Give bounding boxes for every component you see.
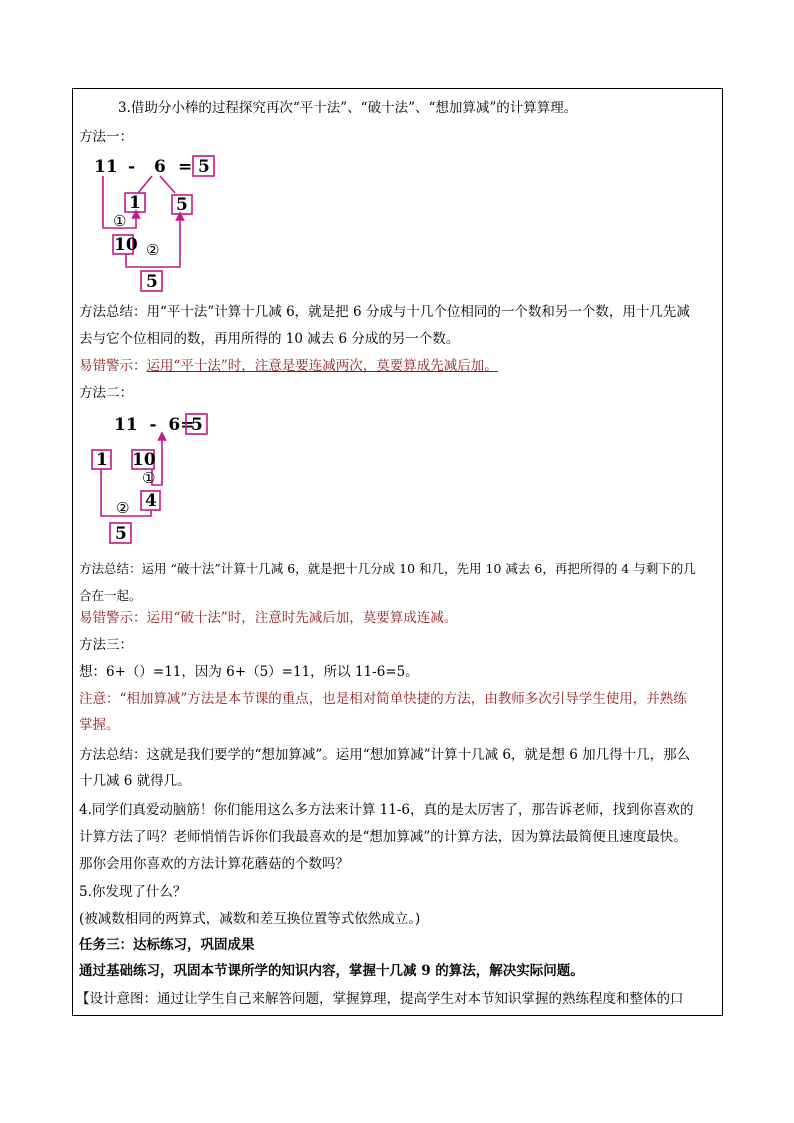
d2-ten: 10 <box>132 450 156 470</box>
d1-final: 5 <box>146 272 158 292</box>
method-3-title: 方法三： <box>79 637 133 653</box>
d1-subtrahend: 6 <box>154 157 166 177</box>
method-3-note-b: 掌握。 <box>79 717 120 733</box>
method-3-note-a <box>79 690 687 708</box>
method-1-title: 方法一： <box>79 129 133 145</box>
question-4-b: 计算方法了吗？老师悄悄告诉你们我最喜欢的是“想加算减”的计算方法，因为算法最简便且速度最快。 <box>79 829 687 845</box>
d2-four: 4 <box>145 491 157 511</box>
method-1-warning-label: 易错警示： <box>79 358 147 374</box>
task-3-heading: 任务三：达标练习，巩固成果 <box>79 937 255 953</box>
method-1-warning <box>79 357 498 375</box>
task-3-description: 通过基础练习，巩固本节课所学的知识内容，掌握十几减 9 的算法，解决实际问题。 <box>79 963 584 979</box>
method-1-diagram <box>80 150 230 295</box>
method-1-warning-text: 运用“平十法”时，注意是要连减两次，莫要算成先减后加。 <box>146 358 498 374</box>
d1-split-right <box>160 176 175 193</box>
step-3-heading: 3.借助分小棒的过程探究再次“平十法”、“破十法”、“想加算减”的计算算理。 <box>118 100 578 116</box>
d1-ten: 10 <box>114 235 138 255</box>
method-2-warning <box>79 609 457 627</box>
method-3-think: 想：6+（）=11，因为 6+（5）=11，所以 11-6=5。 <box>79 664 419 680</box>
method-2-title: 方法二： <box>79 385 133 401</box>
question-5-answer: (被减数相同的两算式，减数和差互换位置等式依然成立。) <box>79 911 421 927</box>
question-5: 5.你发现了什么？ <box>79 884 187 900</box>
method-3-summary-a: 方法总结：这就是我们要学的“想加算减”。运用“想加算减”计算十几减 6，就是想 6 加几得十几，那么 <box>79 747 691 763</box>
method-3-summary-b: 十几减 6 就得几。 <box>79 773 191 789</box>
method-2-summary-b: 合在一起。 <box>79 588 142 603</box>
d1-equals: = <box>178 157 193 177</box>
d1-split-left <box>138 176 152 193</box>
d2-step1: ① <box>142 469 156 487</box>
d1-step2: ② <box>146 241 160 259</box>
d1-minuend: 11 <box>94 157 118 177</box>
method-2-summary-a: 方法总结：运用 “破十法”计算十几减 6，就是把十几分成 10 和几，先用 10 减去 6，再把所得的 4 与剩下的几 <box>79 561 696 576</box>
d1-part-a: 1 <box>129 193 141 213</box>
question-4-a: 4.同学们真爱动脑筋！你们能用这么多方法来计算 11-6，真的是太厉害了，那告诉老师，找到你喜欢的 <box>79 802 694 818</box>
method-2-warning-label: 易错警示： <box>79 610 147 626</box>
method-1-summary-a: 方法总结：用“平十法”计算十几减 6，就是把 6 分成与十几个位相同的一个数和另一个数，用十几先减 <box>79 304 690 320</box>
d1-part-b: 5 <box>176 195 188 215</box>
d2-equation: 11 - 6= <box>114 415 195 435</box>
d2-one: 1 <box>96 450 108 470</box>
method-2-warning-text: 运用“破十法”时，注意时先减后加，莫要算成连减。 <box>146 610 458 626</box>
d1-step1: ① <box>113 212 127 230</box>
d1-result: 5 <box>198 157 210 177</box>
d2-step2: ② <box>116 499 130 517</box>
question-4-c: 那你会用你喜欢的方法计算花蘑菇的个数吗？ <box>79 856 349 872</box>
d1-minus: - <box>128 157 136 177</box>
d2-result: 5 <box>191 415 203 435</box>
method-3-note-a-text: 注意：“相加算减”方法是本节课的重点，也是相对简单快捷的方法，由教师多次引导学生使用，并熟练 <box>79 691 687 707</box>
design-intent: 【设计意图：通过让学生自己来解答问题，掌握算理，提高学生对本节知识掌握的熟练程度和整体的口 <box>76 991 684 1007</box>
d2-final: 5 <box>115 524 127 544</box>
method-2-diagram <box>84 410 224 550</box>
method-1-summary-b: 去与它个位相同的数，再用所得的 10 减去 6 分成的另一个数。 <box>79 331 460 347</box>
